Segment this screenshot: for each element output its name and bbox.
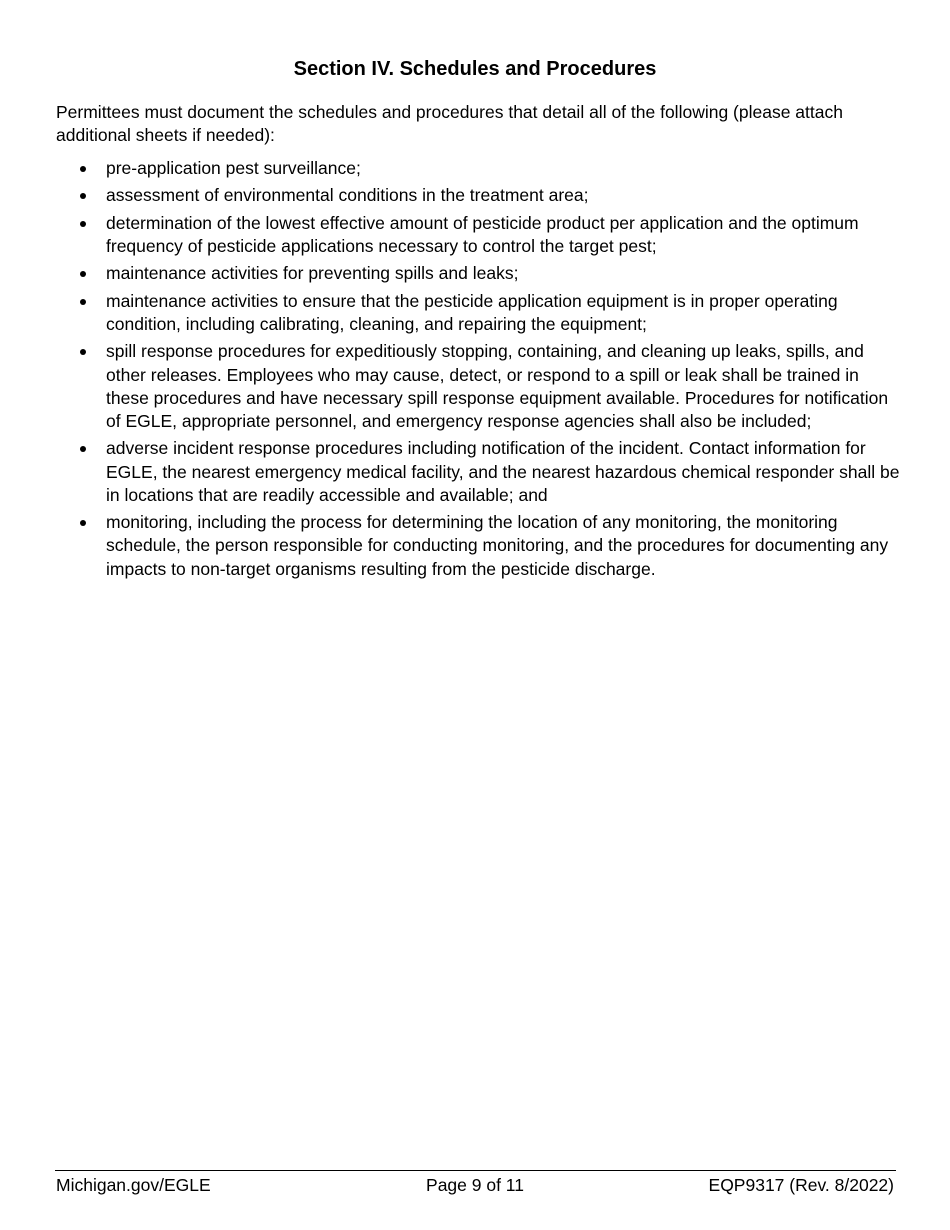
bullet-icon xyxy=(80,520,86,526)
page-footer xyxy=(56,1173,894,1197)
list-item xyxy=(56,437,906,507)
list-item xyxy=(56,157,906,180)
list-item-text: spill response procedures for expeditiously stopping, containing, and cleaning up leaks, spills, and other releases. Employees who may cause, detect, or respond to a spill or leak shall be trained in these procedures and have necessary spill response equipment available. Procedures for notification of EGLE, appropriate personnel, and emergency response agencies shall also be included; xyxy=(106,341,889,431)
list-item xyxy=(56,340,906,433)
bullet-icon xyxy=(80,221,86,227)
list-item xyxy=(56,262,906,285)
bullet-icon xyxy=(80,166,86,172)
footer-website: Michigan.gov/EGLE xyxy=(56,1175,211,1195)
list-item-text: adverse incident response procedures including notification of the incident. Contact information for EGLE, the nearest emergency medical facility, and the nearest hazardous chemical responder shall be in locations that are readily accessible and available; and xyxy=(106,438,900,505)
footer-form-id: EQP9317 (Rev. 8/2022) xyxy=(708,1175,894,1195)
list-item xyxy=(56,184,906,207)
bullet-icon xyxy=(80,271,86,277)
list-item xyxy=(56,290,906,336)
list-item-text: determination of the lowest effective amount of pesticide product per application and the optimum frequency of pesticide applications necessary to control the target pest; xyxy=(106,212,859,256)
bullet-icon xyxy=(80,193,86,199)
footer-page-number: Page 9 of 11 xyxy=(426,1175,524,1195)
bullet-icon xyxy=(80,446,86,452)
section-title: Section IV. Schedules and Procedures xyxy=(293,58,657,80)
list-item-text: pre-application pest surveillance; xyxy=(106,158,361,178)
list-item-text: monitoring, including the process for determining the location of any monitoring, the monitoring schedule, the person responsible for conducting monitoring, and the procedures for documenting any impacts to non-target organisms resulting from the pesticide discharge. xyxy=(106,512,889,579)
footer-divider xyxy=(55,1170,896,1171)
list-item-text: maintenance activities to ensure that the pesticide application equipment is in proper operating condition, including calibrating, cleaning, and repairing the equipment; xyxy=(106,290,838,334)
intro-paragraph: Permittees must document the schedules and procedures that detail all of the following (please attach additional sheets if needed): xyxy=(56,102,843,145)
bullet-icon xyxy=(80,349,86,355)
list-item-text: maintenance activities for preventing spills and leaks; xyxy=(106,263,519,284)
procedures-list xyxy=(56,157,906,585)
bullet-icon xyxy=(80,299,86,305)
list-item-text: assessment of environmental conditions in the treatment area; xyxy=(106,185,589,206)
list-item xyxy=(56,511,906,581)
list-item xyxy=(56,212,906,258)
